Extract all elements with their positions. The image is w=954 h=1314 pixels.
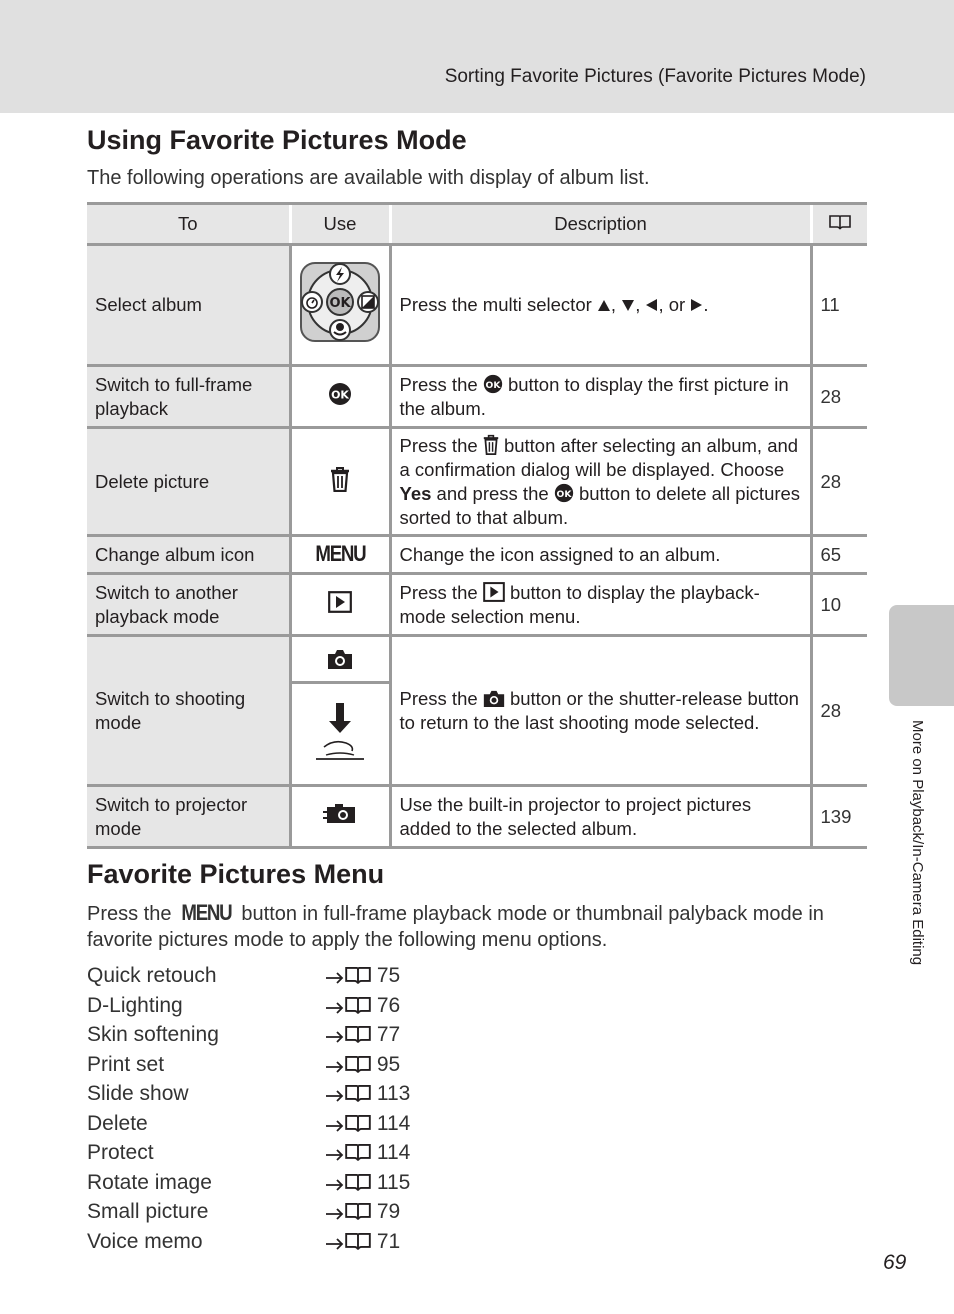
cell-to: Switch to another playback mode — [87, 574, 290, 636]
cell-use — [290, 574, 390, 636]
cell-use — [290, 245, 390, 366]
table-row — [87, 786, 867, 848]
book-reference-icon — [345, 1113, 371, 1133]
cell-reference: 10 — [811, 574, 867, 636]
ok-button-icon — [483, 374, 503, 394]
right-arrow-icon — [325, 1030, 345, 1044]
right-arrow-icon — [325, 1178, 345, 1192]
header-description: Description — [390, 204, 811, 245]
svg-text:OK: OK — [556, 488, 572, 500]
cell-description: Change the icon assigned to an album. — [390, 536, 811, 574]
svg-text:OK: OK — [329, 296, 351, 311]
book-reference-icon — [345, 1231, 371, 1251]
header-to: To — [87, 204, 290, 245]
table-row — [87, 245, 867, 366]
cell-description: Press the multi selector , , , or . — [390, 245, 811, 366]
table-row — [87, 574, 867, 636]
header-band — [0, 0, 954, 113]
header-use: Use — [290, 204, 390, 245]
shutter-press-icon — [314, 701, 366, 767]
right-arrow-icon — [325, 1148, 345, 1162]
right-arrow-icon — [325, 1001, 345, 1015]
page-number: 69 — [883, 1251, 907, 1274]
book-reference-icon — [345, 1054, 371, 1074]
cell-to: Switch to full-frame playback — [87, 366, 290, 428]
chapter-tab — [889, 605, 954, 706]
cell-to: Switch to shooting mode — [87, 636, 290, 786]
playback-button-icon — [483, 582, 505, 602]
menu-button-icon: MENU — [181, 900, 232, 925]
svg-text:OK: OK — [485, 379, 501, 391]
svg-text:OK: OK — [331, 388, 349, 401]
table-row — [87, 366, 867, 428]
book-reference-icon — [345, 995, 371, 1015]
cell-use — [290, 366, 390, 428]
cell-description: Press the button to display the playback-mode selection menu. — [390, 574, 811, 636]
book-reference-icon — [345, 1172, 371, 1192]
trash-icon — [483, 434, 499, 455]
menu-button-icon: MENU — [315, 541, 365, 566]
table-row — [87, 536, 867, 574]
cell-reference: 28 — [811, 428, 867, 536]
table-header-row — [87, 204, 867, 245]
down-arrow-icon — [621, 299, 635, 312]
playback-button-icon — [328, 591, 352, 613]
cell-to: Select album — [87, 245, 290, 366]
camera-icon — [327, 648, 353, 670]
book-reference-icon — [345, 1024, 371, 1044]
book-reference-icon — [345, 1201, 371, 1221]
cell-reference: 65 — [811, 536, 867, 574]
book-reference-icon — [345, 965, 371, 985]
cell-use — [290, 786, 390, 848]
cell-reference: 139 — [811, 786, 867, 848]
table-row — [87, 428, 867, 536]
right-arrow-icon — [325, 1060, 345, 1074]
trash-icon — [330, 466, 350, 492]
right-arrow-icon — [325, 1089, 345, 1103]
book-reference-icon — [829, 214, 851, 230]
book-reference-icon — [345, 1142, 371, 1162]
section-title-menu: Favorite Pictures Menu — [87, 859, 385, 889]
running-header: Sorting Favorite Pictures (Favorite Pictures Mode) — [444, 66, 866, 87]
section-intro: The following operations are available with display of album list. — [87, 167, 650, 189]
cell-to: Change album icon — [87, 536, 290, 574]
cell-to: Switch to projector mode — [87, 786, 290, 848]
cell-reference: 28 — [811, 366, 867, 428]
cell-description: Press the button after selecting an album, and a confirmation dialog will be displayed. Choose Yes and press the OK button to delete all pictures sorted to that album. — [390, 428, 811, 536]
shutter-icon-cell — [292, 684, 389, 784]
chapter-tab-label: More on Playback/In-Camera Editing — [909, 720, 926, 966]
table-row — [87, 636, 867, 786]
book-reference-icon — [345, 1083, 371, 1103]
camera-icon — [483, 689, 505, 708]
ok-button-icon — [554, 483, 574, 503]
camera-icon-cell — [292, 637, 389, 684]
section-title-favorite-mode: Using Favorite Pictures Mode — [87, 125, 467, 155]
projector-icon — [323, 802, 357, 826]
cell-description: Press the button or the shutter-release button to return to the last shooting mode selected. — [390, 636, 811, 786]
menu-intro: Press the MENU button in full-frame playback mode or thumbnail palyback mode in favorite pictures mode to apply the following menu options. — [87, 900, 824, 951]
cell-use — [290, 536, 390, 574]
cell-to: Delete picture — [87, 428, 290, 536]
header-reference — [811, 204, 867, 245]
right-arrow-icon — [325, 1207, 345, 1221]
ok-button-icon — [328, 382, 352, 406]
cell-use — [290, 636, 390, 786]
operations-table — [87, 202, 867, 849]
cell-description: Use the built-in projector to project pictures added to the selected album. — [390, 786, 811, 848]
cell-description: Press the OK button to display the first picture in the album. — [390, 366, 811, 428]
cell-reference: 28 — [811, 636, 867, 786]
right-arrow-icon — [690, 298, 703, 312]
right-arrow-icon — [325, 1119, 345, 1133]
cell-use — [290, 428, 390, 536]
right-arrow-icon — [325, 971, 345, 985]
up-arrow-icon — [597, 299, 611, 312]
left-arrow-icon — [645, 298, 658, 312]
right-arrow-icon — [325, 1237, 345, 1251]
multi-selector-icon — [299, 261, 381, 343]
cell-reference: 11 — [811, 245, 867, 366]
